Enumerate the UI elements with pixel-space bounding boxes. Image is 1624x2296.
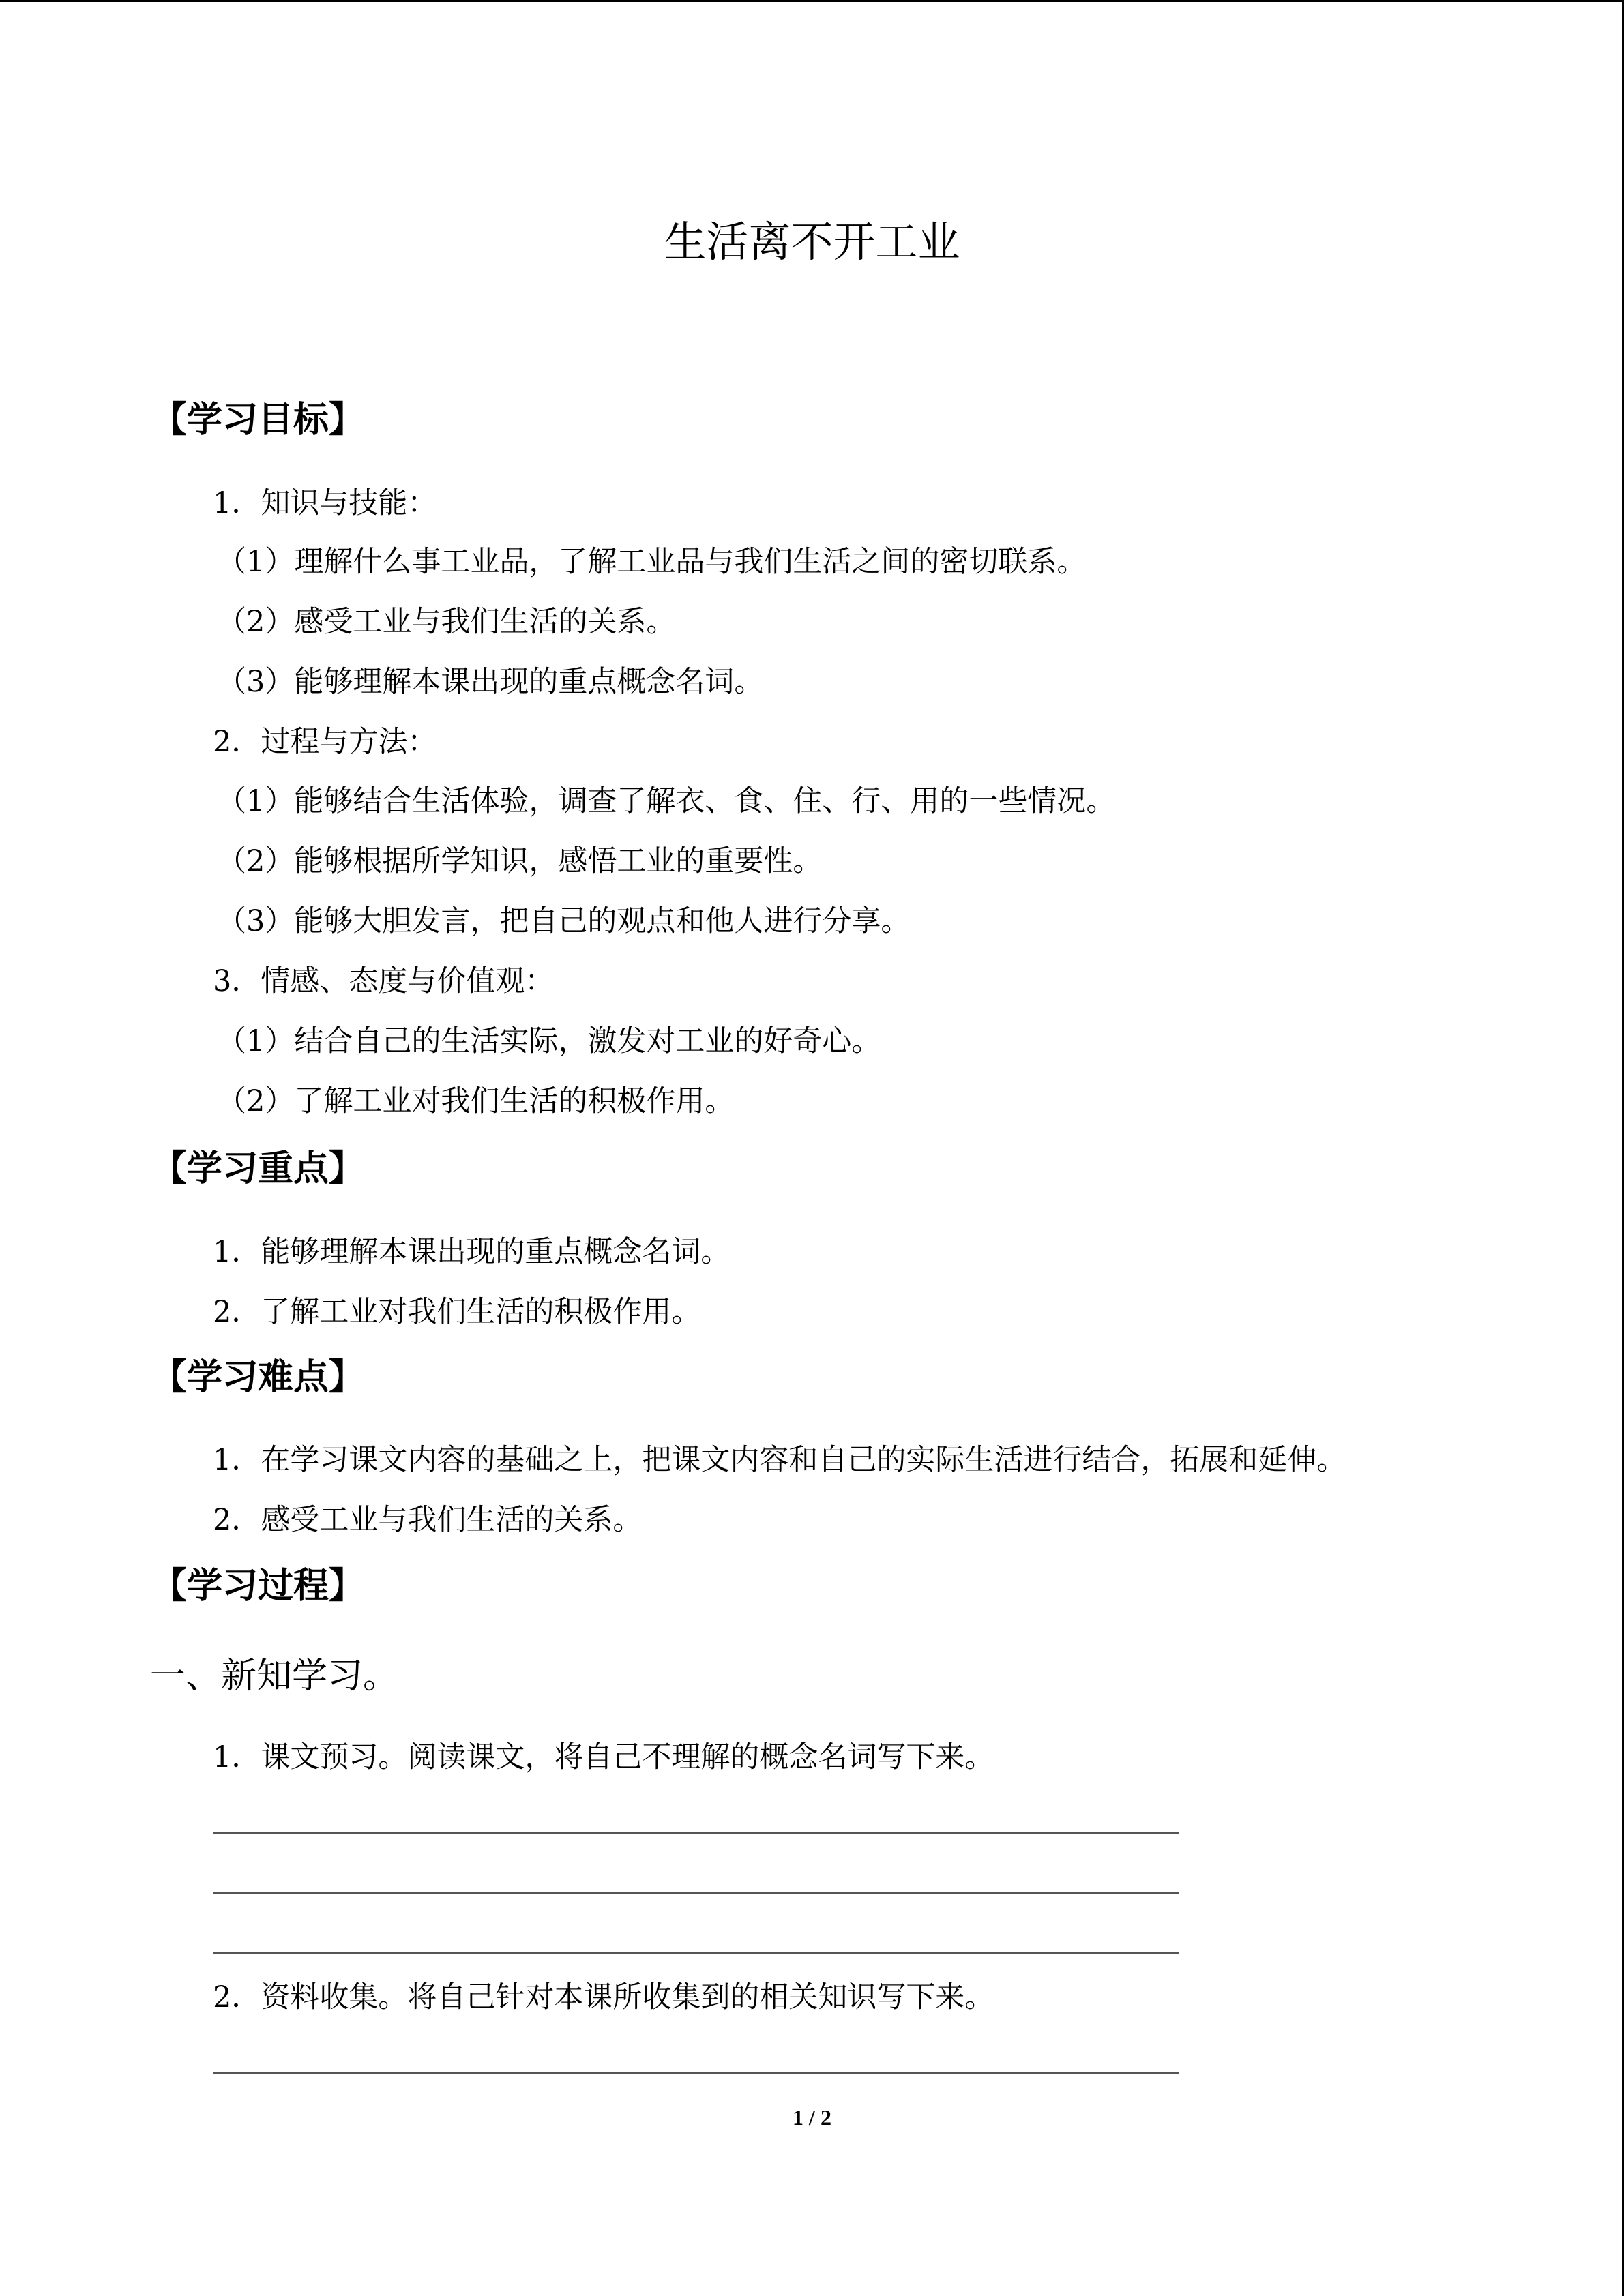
page-number: 1 / 2 [793, 2105, 831, 2130]
key-point-item: 2．了解工业对我们生活的积极作用。 [213, 1295, 701, 1329]
answer-line[interactable] [213, 1892, 1179, 1894]
page-border-top [0, 0, 1624, 2]
objective-item: （2）了解工业对我们生活的积极作用。 [217, 1084, 735, 1118]
objective-item: 3．情感、态度与价值观： [213, 964, 555, 998]
objective-item: （1）结合自己的生活实际，激发对工业的好奇心。 [217, 1024, 881, 1058]
objective-item: （1）能够结合生活体验，调查了解衣、食、住、行、用的一些情况。 [217, 784, 1116, 818]
page-title: 生活离不开工业 [664, 217, 960, 267]
objective-item: （1）理解什么事工业品，了解工业品与我们生活之间的密切联系。 [217, 545, 1087, 579]
objective-item: 2．过程与方法： [213, 725, 437, 759]
difficulty-item: 1．在学习课文内容的基础之上，把课文内容和自己的实际生活进行结合，拓展和延伸。 [213, 1443, 1346, 1477]
key-points-heading: 【学习重点】 [151, 1148, 365, 1189]
objective-item: （3）能够理解本课出现的重点概念名词。 [217, 665, 764, 699]
process-heading: 【学习过程】 [151, 1566, 365, 1607]
objective-item: （2）感受工业与我们生活的关系。 [217, 605, 676, 639]
objective-item: 1．知识与技能： [213, 486, 437, 520]
objective-item: （2）能够根据所学知识，感悟工业的重要性。 [217, 844, 823, 878]
objectives-heading: 【学习目标】 [151, 400, 365, 441]
task-collect: 2．资料收集。将自己针对本课所收集到的相关知识写下来。 [213, 1980, 994, 2014]
difficulty-item: 2．感受工业与我们生活的关系。 [213, 1503, 643, 1537]
answer-line[interactable] [213, 1832, 1179, 1834]
new-knowledge-section-title: 一、新知学习。 [150, 1656, 399, 1697]
answer-line[interactable] [213, 1952, 1179, 1954]
objective-item: （3）能够大胆发言，把自己的观点和他人进行分享。 [217, 904, 911, 938]
key-point-item: 1．能够理解本课出现的重点概念名词。 [213, 1235, 730, 1269]
difficulties-heading: 【学习难点】 [151, 1357, 365, 1398]
task-preview: 1．课文预习。阅读课文，将自己不理解的概念名词写下来。 [213, 1740, 994, 1774]
answer-line[interactable] [213, 2072, 1179, 2074]
